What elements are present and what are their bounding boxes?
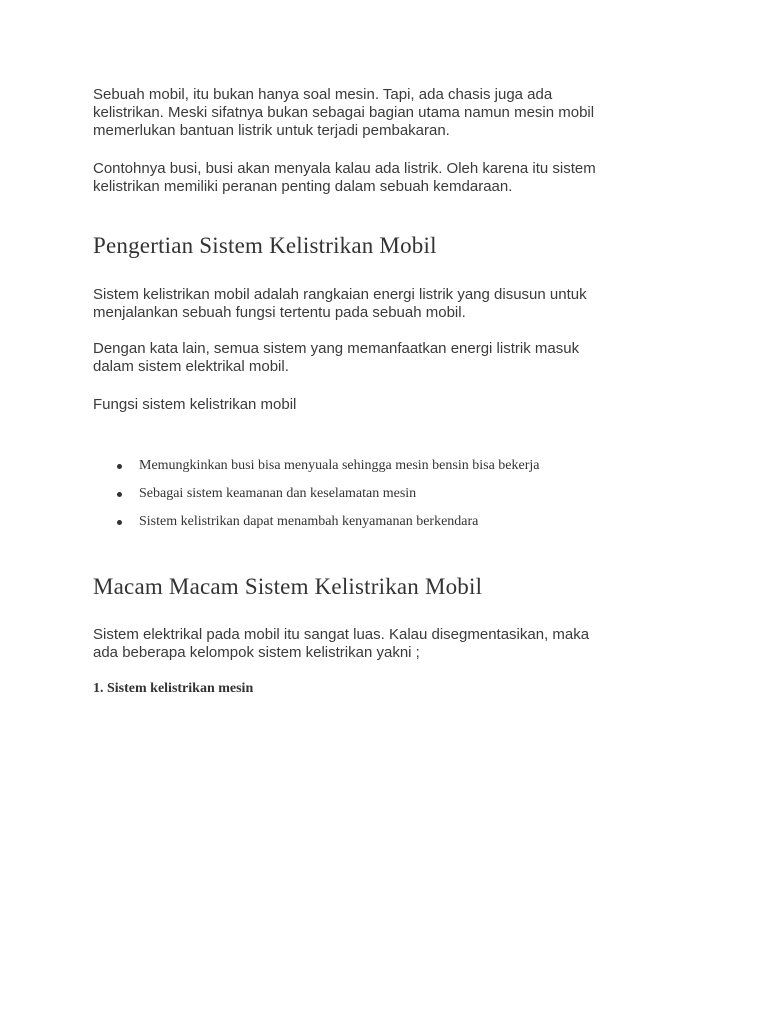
list-item xyxy=(93,513,693,541)
subheading-sistem-kelistrikan-mesin: 1. Sistem kelistrikan mesin xyxy=(93,681,254,696)
list-item xyxy=(93,485,693,513)
section2-paragraph-1: Sistem elektrikal pada mobil itu sangat luas. Kalau disegmentasikan, maka ada beberapa kelompok sistem kelistrikan yakni ; xyxy=(93,626,590,661)
list-item-text: Sebagai sistem keamanan dan keselamatan mesin xyxy=(139,486,417,501)
intro-paragraph-2: Contohnya busi, busi akan menyala kalau ada listrik. Oleh karena itu sistem kelistrikan memiliki peranan penting dalam sebuah kemdaraan. xyxy=(93,160,596,195)
list-item xyxy=(93,457,693,485)
list-item-text: Memungkinkan busi bisa menyuala sehingga mesin bensin bisa bekerja xyxy=(139,458,540,473)
section1-paragraph-2: Dengan kata lain, semua sistem yang memanfaatkan energi listrik masuk dalam sistem elektrikal mobil. xyxy=(93,340,580,375)
list-item-text: Sistem kelistrikan dapat menambah kenyamanan berkendara xyxy=(139,514,479,529)
bullet-icon xyxy=(117,464,122,469)
function-list xyxy=(93,457,693,541)
section1-paragraph-1: Sistem kelistrikan mobil adalah rangkaian energi listrik yang disusun untuk menjalankan sebuah fungsi tertentu pada sebuah mobil. xyxy=(93,286,587,321)
section1-paragraph-3: Fungsi sistem kelistrikan mobil xyxy=(93,396,297,413)
section-heading-pengertian: Pengertian Sistem Kelistrikan Mobil xyxy=(93,233,437,258)
intro-paragraph-1: Sebuah mobil, itu bukan hanya soal mesin. Tapi, ada chasis juga ada kelistrikan. Meski sifatnya bukan sebagai bagian utama namun mesin mobil memerlukan bantuan listrik untuk terjadi pembakaran. xyxy=(93,86,595,139)
section-heading-macam: Macam Macam Sistem Kelistrikan Mobil xyxy=(93,574,483,599)
bullet-icon xyxy=(117,492,122,497)
bullet-icon xyxy=(117,520,122,525)
